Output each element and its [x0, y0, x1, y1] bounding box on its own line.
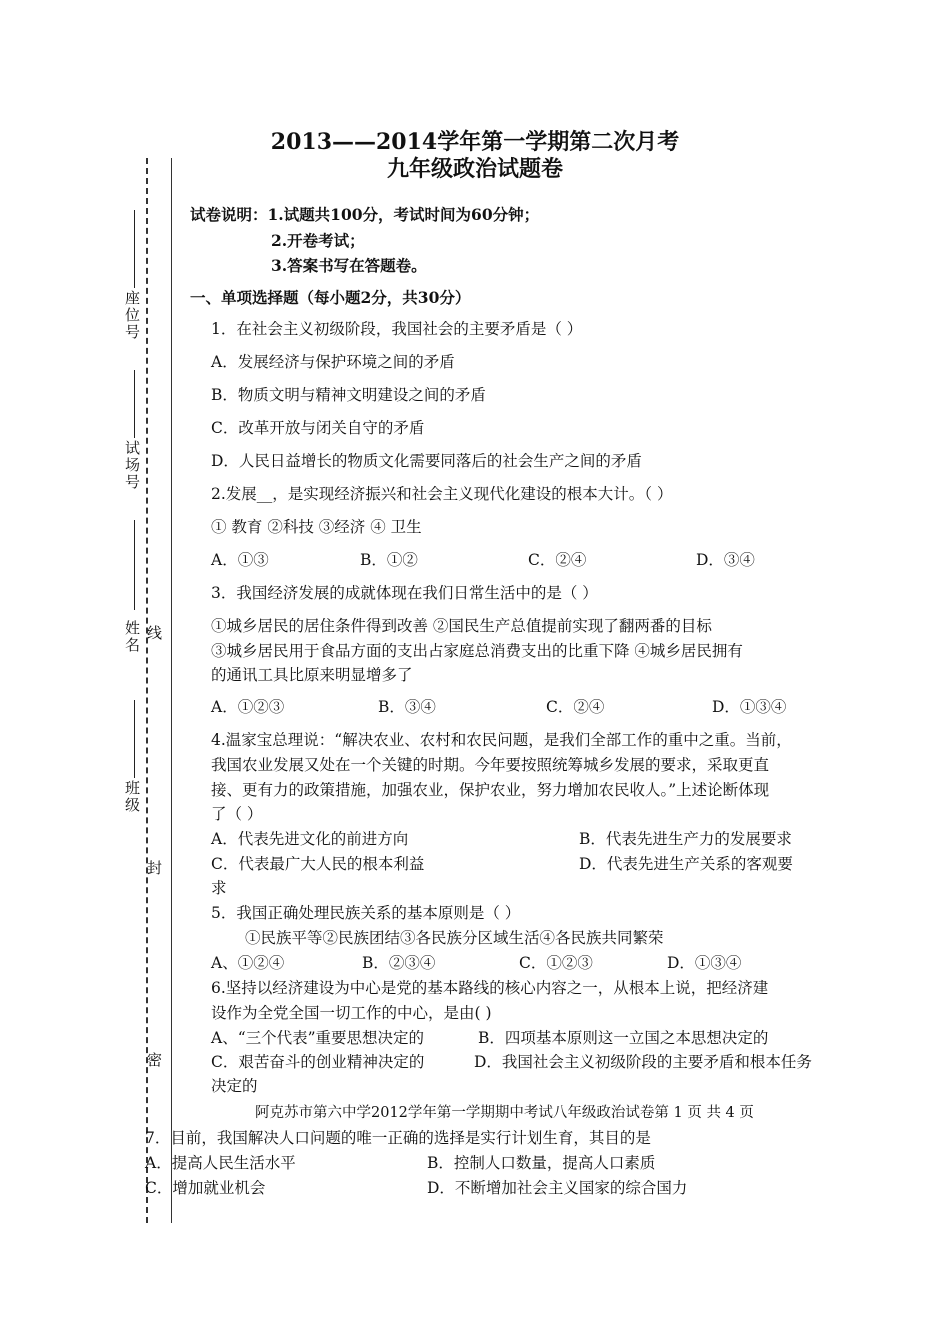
q3-option-c: C．②④	[546, 698, 605, 716]
q4-line3: 接、更有力的政策措施，加强农业，保护农业，努力增加农民收人。”上述论断体现	[211, 781, 770, 799]
q3-items-line1: ①城乡居民的居住条件得到改善 ②国民生产总值提前实现了翻两番的目标	[211, 617, 712, 635]
q6-option-d-continued: 决定的	[211, 1077, 258, 1095]
q7-option-d: D．不断增加社会主义国家的综合国力	[427, 1179, 688, 1197]
q1-option-d: D．人民日益增长的物质文化需要同落后的社会生产之间的矛盾	[211, 452, 642, 470]
q2-option-a: A．①③	[211, 551, 269, 569]
seat-number-blank[interactable]	[134, 210, 135, 288]
q2-items: ① 教育 ②科技 ③经济 ④ 卫生	[211, 518, 422, 536]
q5-option-d: D．①③④	[667, 954, 742, 972]
q4-option-c: C．代表最广大人民的根本利益	[211, 855, 425, 873]
q6-option-c: C．艰苦奋斗的创业精神决定的	[211, 1053, 425, 1071]
instructions-line3: 3.答案书写在答题卷。	[271, 256, 427, 275]
instructions-line1: 试卷说明：1.试题共100分，考试时间为60分钟；	[190, 205, 540, 224]
q7-option-a: A．提高人民生活水平	[145, 1154, 296, 1172]
q7-option-b: B．控制人口数量，提高人口素质	[427, 1154, 656, 1172]
q5-option-a: A、①②④	[211, 954, 285, 972]
q4-option-a: A．代表先进文化的前进方向	[211, 830, 409, 848]
q2-stem: 2.发展__，是实现经济振兴和社会主义现代化建设的根本大计。（ ）	[211, 485, 673, 503]
exam-title-line1: 2013——2014学年第一学期第二次月考	[270, 129, 680, 155]
secret-marker: 密	[145, 1052, 163, 1069]
name-label: 姓名	[123, 620, 141, 654]
q7-option-c: C．增加就业机会	[145, 1179, 266, 1197]
q6-line2: 设作为全党全国一切工作的中心，是由( )	[211, 1004, 492, 1022]
q1-option-c: C．改革开放与闭关自守的矛盾	[211, 419, 425, 437]
q1-stem: 1．在社会主义初级阶段，我国社会的主要矛盾是（ ）	[211, 320, 583, 338]
line-marker: 线	[145, 625, 163, 642]
q3-items-line3: 的通讯工具比原来明显增多了	[211, 666, 413, 684]
q4-line1: 4.温家宝总理说：“解决农业、农村和农民问题，是我们全部工作的重中之重。当前，	[211, 731, 792, 749]
q1-option-b: B．物质文明与精神文明建设之间的矛盾	[211, 386, 486, 404]
q2-option-d: D．③④	[696, 551, 755, 569]
section1-heading: 一、单项选择题（每小题2分，共30分）	[190, 288, 471, 307]
q3-option-a: A．①②③	[211, 698, 285, 716]
binding-solid-line	[171, 158, 172, 1223]
q2-option-b: B．①②	[360, 551, 418, 569]
q4-option-b: B．代表先进生产力的发展要求	[579, 830, 792, 848]
exam-title-line2: 九年级政治试题卷	[386, 156, 563, 182]
q4-option-d-continued: 求	[211, 879, 227, 897]
q7-stem: 7．目前，我国解决人口问题的唯一正确的选择是实行计划生育，其目的是	[145, 1129, 651, 1147]
q5-stem: 5．我国正确处理民族关系的基本原则是（ ）	[211, 904, 521, 922]
q3-option-b: B．③④	[378, 698, 436, 716]
q3-stem: 3．我国经济发展的成就体现在我们日常生活中的是（ ）	[211, 584, 598, 602]
page-footer: 阿克苏市第六中学2012学年第一学期期中考试八年级政治试卷第 1 页 共 4 页	[255, 1105, 754, 1121]
q3-option-d: D．①③④	[712, 698, 787, 716]
room-number-blank[interactable]	[134, 370, 135, 438]
q6-option-a: A、“三个代表”重要思想决定的	[211, 1029, 425, 1047]
class-blank[interactable]	[134, 700, 135, 778]
q6-line1: 6.坚持以经济建设为中心是党的基本路线的核心内容之一，从根本上说，把经济建	[211, 979, 769, 997]
q5-option-b: B．②③④	[362, 954, 436, 972]
class-label: 班级	[123, 780, 141, 814]
q6-option-b: B．四项基本原则这一立国之本思想决定的	[478, 1029, 769, 1047]
seat-number-label: 座位号	[123, 290, 141, 341]
q2-option-c: C．②④	[528, 551, 587, 569]
q5-option-c: C．①②③	[519, 954, 593, 972]
q5-items: ①民族平等②民族团结③各民族分区域生活④各民族共同繁荣	[245, 929, 664, 947]
q4-option-d: D．代表先进生产关系的客观要	[579, 855, 793, 873]
room-number-label: 试场号	[123, 440, 141, 491]
q1-option-a: A．发展经济与保护环境之间的矛盾	[211, 353, 455, 371]
seal-marker: 封	[145, 860, 163, 877]
q3-items-line2: ③城乡居民用于食品方面的支出占家庭总消费支出的比重下降 ④城乡居民拥有	[211, 642, 743, 660]
q4-line2: 我国农业发展又处在一个关键的时期。今年要按照统筹城乡发展的要求，采取更直	[211, 756, 770, 774]
q4-line4: 了（ ）	[211, 805, 263, 823]
instructions-line2: 2.开卷考试；	[271, 231, 365, 250]
q6-option-d: D．我国社会主义初级阶段的主要矛盾和根本任务	[474, 1053, 812, 1071]
name-blank[interactable]	[134, 520, 135, 610]
